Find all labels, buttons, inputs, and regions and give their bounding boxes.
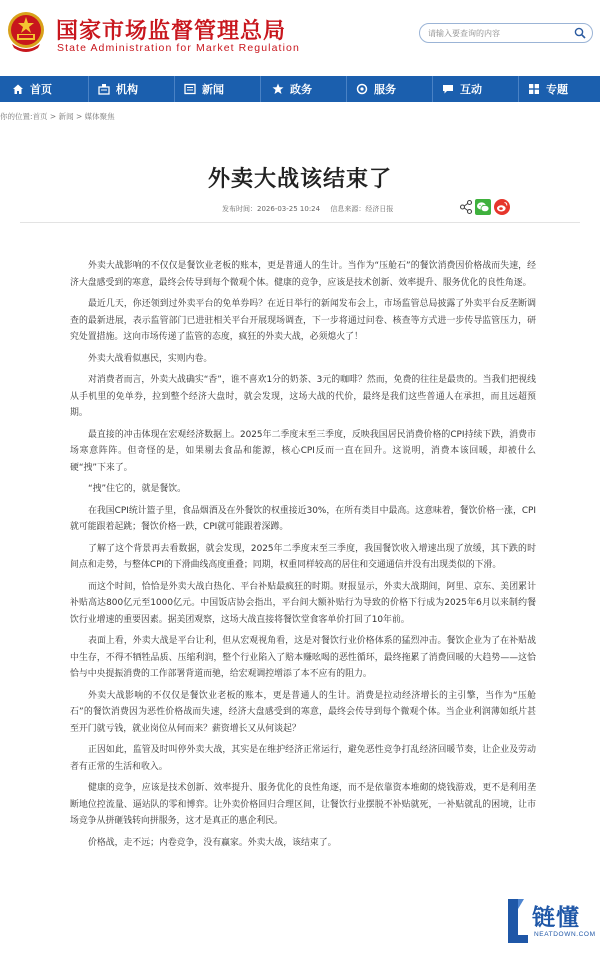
article-paragraph: 正因如此，监管及时叫停外卖大战，其实是在维护经济正常运行，避免恶性竞争打乱经济回暖节奏，让企业及劳动者有正常的生活和收入。	[70, 745, 536, 772]
nav-item-government-affairs[interactable]	[272, 76, 312, 102]
nav-label: 机构	[116, 83, 138, 96]
nav-item-home[interactable]	[12, 76, 52, 102]
nav-label: 专题	[546, 83, 568, 96]
wechat-icon[interactable]	[475, 199, 491, 215]
article-paragraph: 而这个时间，恰恰是外卖大战白热化、平台补贴最疯狂的时期。财报显示，外卖大战期间，阿里、京东、美团累计补贴高达800亿元至1000亿元。中国饭店协会指出，平台间大额补贴行为导致的价格下行成为2025年6月以来制约餐饮行业增速的重要因素。据美团观察，这场大战直接将餐饮堂食客单价打回了10年前。	[70, 581, 536, 625]
nav-label: 新闻	[202, 83, 224, 96]
home-icon	[12, 83, 24, 95]
news-icon	[184, 83, 196, 95]
topics-icon	[528, 83, 540, 95]
weibo-icon[interactable]	[494, 199, 510, 215]
breadcrumb-prefix: 你的位置:	[0, 112, 33, 121]
article-paragraph: 最近几天，你还领到过外卖平台的免单券吗？在近日举行的新闻发布会上，市场监管总局披露了外卖平台反垄断调查的最新进展，表示监管部门已进驻相关平台开展现场调查，下一步将通过问卷、核查等方式进一步传导监管压力，研究处置措施。这向市场传递了监管的态度，疯狂的外卖大战，必须熄火了！	[70, 299, 536, 342]
main-navigation	[0, 76, 600, 102]
article-paragraph: 在我国CPI统计篮子里，食品烟酒及在外餐饮的权重接近30%，在所有类目中最高。这意味着，餐饮价格一涨，CPI就可能跟着起跳；餐饮价格一跌，CPI就可能跟着深蹲。	[70, 505, 536, 532]
service-icon	[356, 83, 368, 95]
nav-item-organization[interactable]	[98, 76, 138, 102]
breadcrumb	[0, 111, 115, 122]
article-paragraph: 外卖大战看似惠民，实则内卷。	[88, 353, 213, 364]
article-title: 外卖大战该结束了	[207, 167, 392, 192]
watermark	[498, 893, 600, 953]
government-affairs-icon	[272, 83, 284, 95]
site-title[interactable]: 国家市场监督管理总局	[56, 19, 287, 44]
article-meta	[222, 204, 401, 214]
article-paragraph: 健康的竞争，应该是技术创新、效率提升、服务优化的良性角逐，而不是依靠资本堆砌的烧钱游戏，更不是利用垄断地位控流量、逼站队的零和博弈。让外卖价格回归合理区间，让餐饮行业摆脱不补贴就死，一补贴就乱的困境，让市场竞争从拼砸钱转向拼服务，这才是真正的惠企利民。	[70, 783, 536, 826]
share-icon[interactable]	[459, 199, 473, 215]
article-paragraph: 外卖大战影响的不仅仅是餐饮业老板的账本，更是普通人的生计。消费是拉动经济增长的主引擎，当作为“压舱石”的餐饮消费因为恶性价格战而失速，经济大盘感受到的寒意，最终会传导到每个微观个体。当企业利润薄如纸片甚至开门就亏钱，就业岗位从何而来？薪资增长又从何谈起？	[70, 690, 536, 734]
watermark-brand-en: NEATDOWN.COM	[534, 931, 596, 938]
article-paragraph: 价格战，走不远；内卷竞争，没有赢家。外卖大战，该结束了。	[88, 837, 337, 848]
article-paragraph: 对消费者而言，外卖大战确实“香”，谁不喜欢1分的奶茶、3元的咖啡？然而，免费的往往是最贵的。当我们把视线从手机里的免单券，拉到整个经济大盘时，就会发现，这场大战的代价，最终是我们这些普通人在承担，而且远超预期。	[70, 375, 536, 418]
site-header	[0, 0, 600, 72]
article-paragraph: “拽”住它的，就是餐饮。	[88, 484, 186, 494]
search-icon[interactable]	[574, 27, 586, 39]
search-input[interactable]	[428, 26, 568, 40]
title-divider	[20, 222, 580, 223]
nav-label: 首页	[30, 83, 52, 96]
watermark-brand: 链懂	[532, 905, 580, 931]
article-source: 信息来源：经济日报	[330, 205, 394, 213]
article-paragraph: 最直接的冲击体现在宏观经济数据上。2025年二季度末至三季度，反映我国居民消费价格的CPI持续下跌，消费市场寒意阵阵。但奇怪的是，如果剔去食品和能源，核心CPI反而一直在回升。这说明，消费本该回暖，却被什么硬“拽”下来了。	[70, 429, 536, 473]
article-paragraph: 外卖大战影响的不仅仅是餐饮业老板的账本，更是普通人的生计。当作为“压舱石”的餐饮消费因价格战而失速，经济大盘感受到的寒意，最终会传导到每个微观个体。健康的竞争，应该是技术创新、效率提升、服务优化的良性角逐。	[70, 261, 536, 288]
nav-divider	[88, 76, 89, 102]
nav-item-topics[interactable]	[528, 76, 568, 102]
nav-divider	[346, 76, 347, 102]
organization-icon	[98, 83, 110, 95]
nav-divider	[174, 76, 175, 102]
article-paragraph: 表面上看，外卖大战是平台让利，但从宏观视角看，这是对餐饮行业价格体系的猛烈冲击。餐饮企业为了在补贴战中生存，不得不牺牲品质、压缩利润，整个行业陷入了赔本赚吆喝的恶性循环，最终拖累了消费回暖的大趋势——这恰恰与中央提振消费的工作部署背道而驰，给宏观调控增添了本不应有的阻力。	[70, 636, 536, 679]
site-subtitle-en: State Administration for Market Regulation	[57, 42, 300, 54]
nav-divider	[260, 76, 261, 102]
national-emblem-icon[interactable]	[6, 10, 46, 54]
article-paragraph: 了解了这个背景再去看数据，就会发现，2025年二季度末至三季度，我国餐饮收入增速出现了放缓，其下跌的时间点和走势，与整体CPI的下滑曲线高度重叠；同期，权重同样较高的居住和交通通信并没有出现类似的下滑。	[70, 543, 536, 570]
search-box	[419, 23, 593, 43]
nav-label: 互动	[460, 83, 482, 96]
publish-time: 发布时间：2026-03-25 10:24	[222, 205, 321, 213]
interaction-icon	[442, 83, 454, 95]
breadcrumb-link-news[interactable]: 新闻	[58, 112, 74, 121]
nav-label: 服务	[374, 83, 396, 96]
nav-divider	[518, 76, 519, 102]
nav-item-interaction[interactable]	[442, 76, 482, 102]
breadcrumb-separator: >	[47, 112, 59, 121]
article-body	[70, 258, 536, 856]
nav-item-news[interactable]	[184, 76, 224, 102]
nav-divider	[432, 76, 433, 102]
neatdown-logo-icon	[506, 897, 530, 945]
breadcrumb-link-media-focus[interactable]: 媒体聚焦	[84, 112, 115, 121]
nav-label: 政务	[290, 83, 312, 96]
breadcrumb-link-home[interactable]: 首页	[32, 112, 48, 121]
breadcrumb-separator: >	[73, 112, 85, 121]
nav-item-service[interactable]	[356, 76, 396, 102]
